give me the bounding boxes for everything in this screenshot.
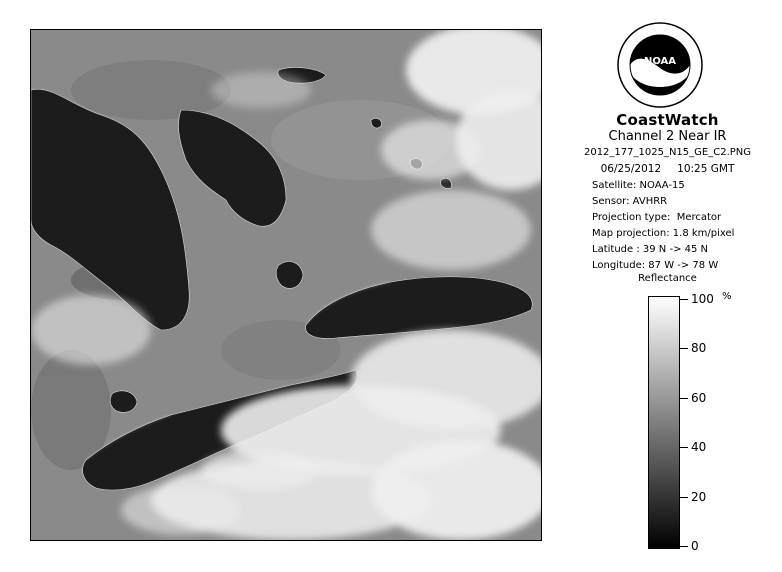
map-projection-value: 1.8 km/pixel [672,228,735,239]
colorbar-tick-label: 60 [691,391,707,405]
projection-type-line: Projection type: Mercator [592,212,722,223]
date: 06/25/2012 [600,163,662,175]
colorbar-tick [680,348,688,349]
latitude-value: 39 N -> 45 N [642,244,709,255]
longitude-value: 87 W -> 78 W [648,260,719,271]
projection-type-value: Mercator [676,212,722,223]
date-time [560,163,775,175]
colorbar-tick [680,398,688,399]
channel-label: Channel 2 Near IR [608,129,727,144]
colorbar-title: Reflectance [638,273,697,284]
longitude-line: Longitude: 87 W -> 78 W [592,260,719,271]
colorbar-tick [680,546,688,547]
map-projection-line: Map projection: 1.8 km/pixel [592,228,735,239]
colorbar-tick-label: 100 [691,292,714,306]
colorbar-tick-label: 20 [691,490,707,504]
colorbar-tick [680,447,688,448]
colorbar-tick-label: 0 [691,539,699,553]
colorbar-tick-label: 40 [691,440,707,454]
colorbar [648,296,680,549]
map-svg [31,30,541,540]
colorbar-unit: % [722,291,732,302]
time: 10:25 GMT [677,163,735,175]
sensor-value: AVHRR [632,196,668,207]
satellite-value: NOAA-15 [639,180,685,191]
logo-text: NOAA [643,56,677,67]
lake-simcoe [276,262,303,289]
noaa-logo-icon [617,22,703,108]
filename: 2012_177_1025_N15_GE_C2.PNG [583,147,752,158]
latitude-line: Latitude : 39 N -> 45 N [592,244,709,255]
colorbar-tick [680,497,688,498]
colorbar-tick-label: 80 [691,341,707,355]
sensor-line: Sensor: AVHRR [592,196,668,207]
satellite-image [30,29,542,541]
satellite-line: Satellite: NOAA-15 [592,180,685,191]
brand-title: CoastWatch [616,111,719,129]
colorbar-tick [680,299,688,300]
